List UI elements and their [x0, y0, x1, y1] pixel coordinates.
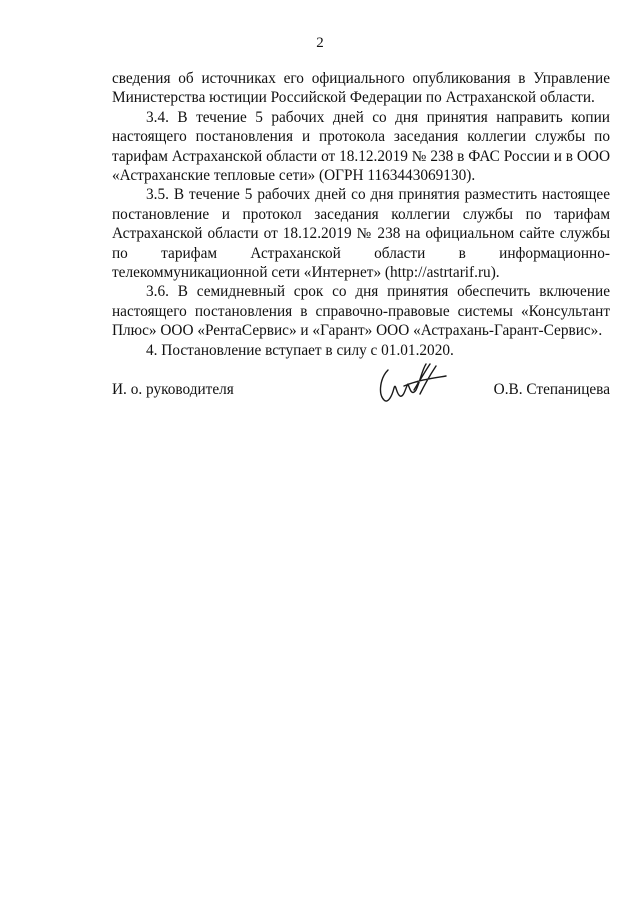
paragraph-3-6: 3.6. В семидневный срок со дня принятия обеспечить включение настоящего постановления в справочно-правовые системы «Консультант Плюс» ООО «РентаСервис» и «Гарант» ООО «Астрахань-Гарант-Сервис». — [112, 283, 610, 340]
signature-block — [112, 360, 610, 420]
paragraph-4: 4. Постановление вступает в силу с 01.01.2020. — [146, 341, 454, 359]
paragraph-3-4: 3.4. В течение 5 рабочих дней со дня принятия направить копии настоящего постановления и протокола заседания коллегии службы по тарифам Астраханской области от 18.12.2019 № 238 в ФАС России и в ООО «Астраханские тепловые сети» (ОГРН 1163443069130). — [112, 108, 610, 185]
paragraph-continuation: сведения об источниках его официального опубликования в Управление Министерства юстиции Российской Федерации по Астраханской области. — [112, 70, 610, 107]
page-number: 2 — [316, 35, 324, 51]
signer-name: О.В. Степаницева — [493, 381, 610, 398]
handwritten-signature — [374, 360, 454, 410]
document-body — [112, 69, 610, 360]
paragraph-3-5: 3.5. В течение 5 рабочих дней со дня принятия разместить настоящее постановление и протокол заседания коллегии службы по тарифам Астраханской области от 18.12.2019 № 238 на официальном сайте службы по тарифам Астраханской области в информационно-телекоммуникационной сети «Интернет» (http://astrtarif.ru). — [112, 186, 610, 282]
signer-title: И. о. руководителя — [112, 381, 234, 398]
